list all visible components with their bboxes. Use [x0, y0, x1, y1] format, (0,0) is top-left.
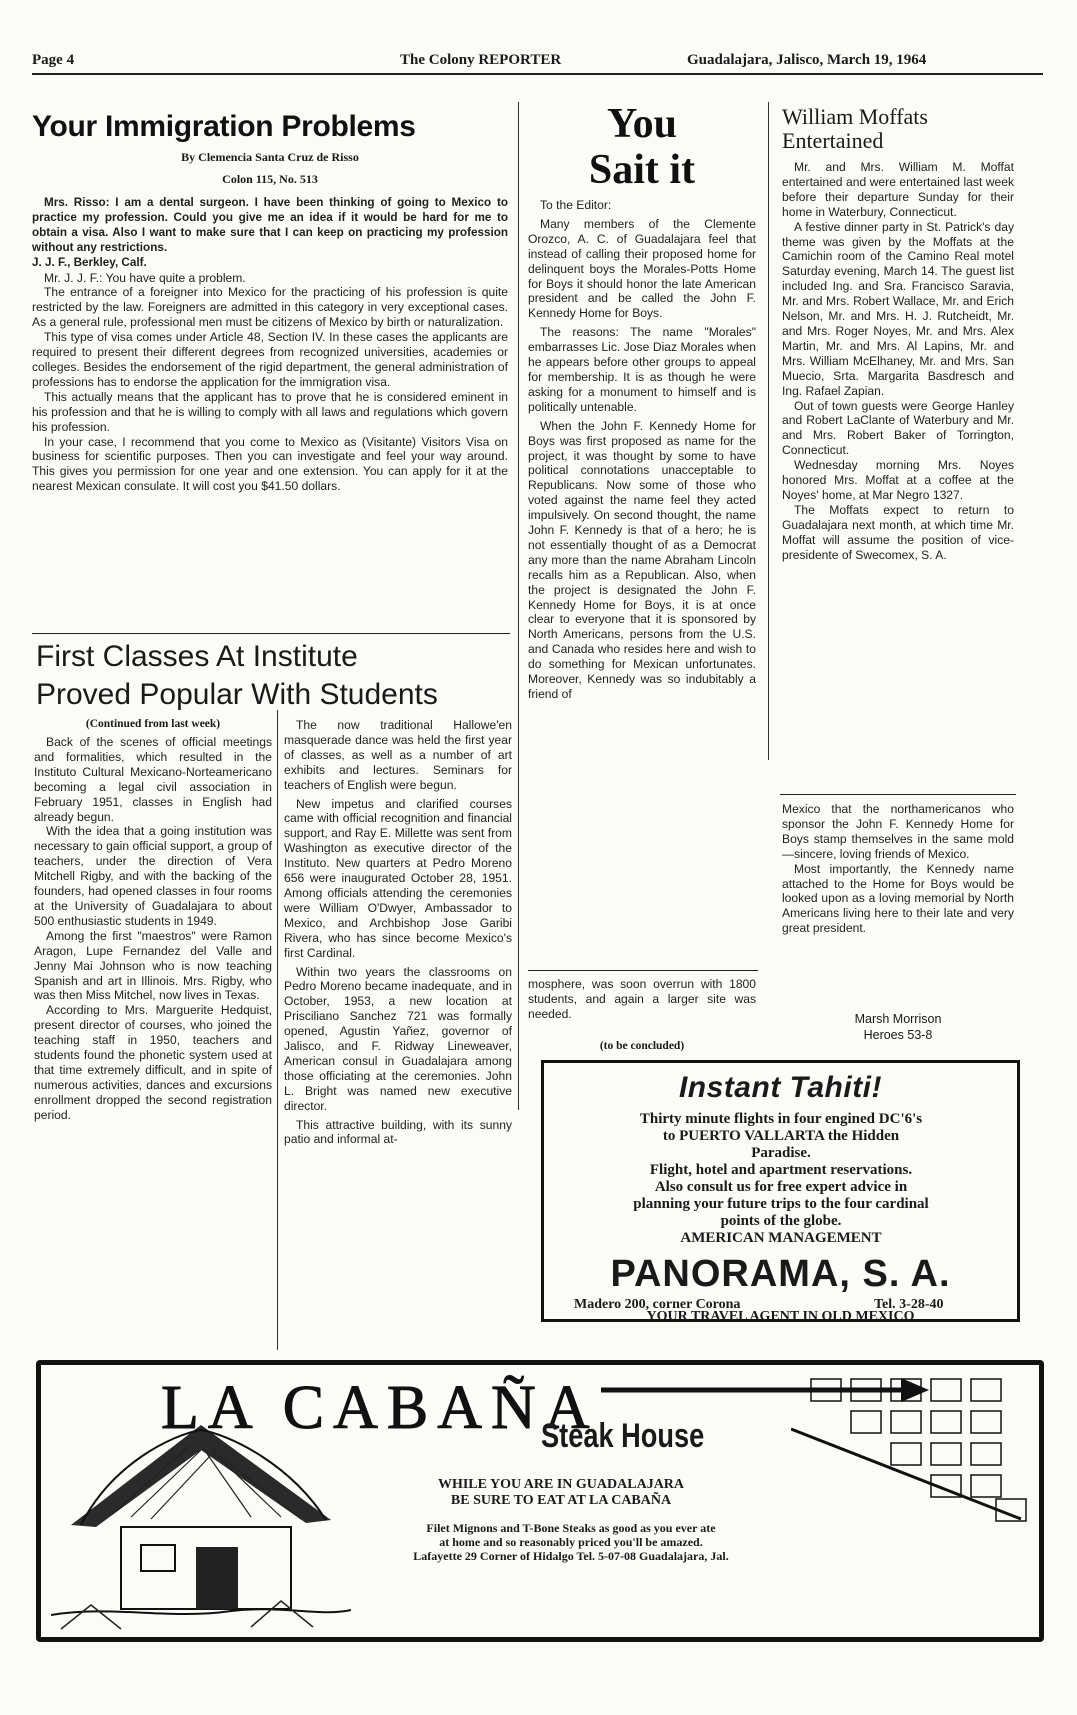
- ad-address: Madero 200, corner Corona: [574, 1297, 741, 1312]
- paragraph: Many members of the Clemente Orozco, A. C. of Guadalajara feel that instead of calling their proposed home for delinquent boys the Morales-Potts Home for Boys it should honor the late American president and be called the John F. Kennedy Home for Boys.: [528, 216, 756, 321]
- restaurant-name: LA CABAÑA: [161, 1374, 599, 1442]
- column-divider: [277, 710, 278, 1350]
- cabana-line-3: Filet Mignons and T-Bone Steaks as good as you ever ate: [426, 1521, 716, 1535]
- letter-body: [528, 198, 756, 702]
- paragraph: In your case, I recommend that you come to Mexico as (Visitante) Visitors Visa on business for scientific purposes. Then you can investigate and feel your way around. This gives you permission for one year and one extension. You can apply for it at the nearest Mexican consulate. It will cost you $41.50 dollars.: [32, 434, 508, 494]
- letter-signer-address: Heroes 53-8: [863, 1028, 933, 1042]
- paragraph: According to Mrs. Marguerite Hedquist, present director of courses, who joined the teaching staff in 1950, teachers and students found the phonetic system used at that time extremely difficult, and in spite of numerous activities, dances and excursions enrollment dropped the second registration period.: [34, 1003, 272, 1122]
- ad-line: points of the globe.: [720, 1213, 842, 1229]
- paragraph: Among the first "maestros" were Ramon Aragon, Lupe Fernandez del Valle and Jenny Mai Johnson who is now teaching Spanish and art in Illinois. Mrs. Rigby, who was then Miss Mitchel, now lives in Texas.: [34, 928, 272, 1003]
- column-divider: [768, 102, 769, 760]
- paragraph: This type of visa comes under Article 48, Section IV. In these cases the applicants are required to present their different degrees from recognized universities, academies or colleges. Besides the endorsement of the rigid department, the general administration of professions has to endorse the application for the immigration visa.: [32, 330, 508, 389]
- paragraph: The now traditional Hallowe'en masquerade dance was held the first year of classes, as well as a number of art exhibits and lectures. Seminars for teachers of English were begun.: [284, 718, 512, 792]
- institute-col-1: [34, 735, 272, 1123]
- moffats-headline-1: William Moffats: [782, 104, 928, 129]
- letter-salutation: To the Editor:: [540, 198, 612, 212]
- ad-line: Also consult us for free expert advice in: [654, 1179, 908, 1195]
- immigration-body: [32, 196, 508, 494]
- paragraph: Mexico that the northamericanos who sponsor the John F. Kennedy Home for Boys stamp themselves in the same mold—sincere, loving friends of Mexico.: [782, 802, 1014, 861]
- paragraph: Back of the scenes of official meetings and formalities, which resulted in the Instituto Cultural Mexicano-Norteamericano becoming a legal civil association in February 1951, classes in English had already begun.: [34, 735, 272, 824]
- ad-line: Flight, hotel and apartment reservations.: [649, 1162, 913, 1178]
- moffats-body: [782, 160, 1014, 562]
- ad-line: planning your future trips to the four cardinal: [633, 1196, 929, 1212]
- concluded-note: (to be concluded): [599, 1040, 685, 1052]
- immigration-address: Colon 115, No. 513: [222, 172, 318, 186]
- paragraph: The reasons: The name "Morales" embarrasses Lic. Jose Diaz Morales when he appears before other groups to appeal for membership. It is as though he were asking for a monument to himself and is politically untenable.: [528, 325, 756, 414]
- letter-signer: Marsh Morrison: [854, 1012, 942, 1026]
- paragraph: The Moffats expect to return to Guadalajara next month, at which time Mr. Moffat will assume the position of vice-presidente of Swecomex, S. A.: [782, 502, 1014, 562]
- cabana-line-5: Lafayette 29 Corner of Hidalgo Tel. 5-07-08 Guadalajara, Jal.: [413, 1549, 729, 1563]
- paragraph: Most importantly, the Kennedy name attached to the Home for Boys would be looked upon as a loving memorial by North Americans living here to their late and very great president.: [782, 861, 1014, 936]
- column-divider: [518, 102, 519, 1110]
- institute-col-3: [528, 977, 756, 1022]
- masthead-rule: [32, 73, 1043, 75]
- cabana-ad: [36, 1360, 1044, 1642]
- letter-headline-1: You: [606, 101, 678, 147]
- paragraph: This actually means that the applicant has to prove that he is considered eminent in his profession and that he is willing to comply with all laws and regulations which govern his profession.: [32, 389, 508, 434]
- paragraph: A festive dinner party in St. Patrick's day theme was given by the Moffats at the Camichin room of the Camino Real motel Saturday evening, March 14. The guest list included Ing. and Sra. Francisco Saravia, Mr. and Mrs. Robert Wallace, Mr. and Erich Nelson, Mr. and Mrs. H. J. Rutcheidt, Mr. and Mrs. Roger Noyes, Mr. and Mrs. Alex Martin, Mr. and Mrs. Al Lapins, Mr. and Mrs. William McElhaney, Mr. and Mrs. San Muecio, Srta. Margarita Basdresch and Ing. Rafael Zapian.: [782, 219, 1014, 398]
- ad-line: Thirty minute flights in four engined DC'6's: [639, 1111, 923, 1127]
- dateline: Guadalajara, Jalisco, March 19, 1964: [687, 52, 927, 68]
- paragraph: With the idea that a going institution was necessary to gain official support, a group of teachers, under the direction of Vera Mitchell Rigby, and with the backing of the founders, had opened classes in four rooms at the University of Guadalajara to about 500 enthusiastic students in 1949.: [34, 824, 272, 928]
- paragraph: When the John F. Kennedy Home for Boys was first proposed as name for the project, it was thought by some to have political connotations unacceptable to Republicans. Now some of those who voted against the name feel they acted impulsively. On second thought, the name John F. Kennedy is that of a hero; he is not essentially thought of as a Democrat any more than the name Abraham Lincoln recalls him as a Republican. Also, when the project is designated the John F. Kennedy Home for Boys, it is at once clear to everyone that it is sponsored by North Americans, persons from the U.S. and Canada who resides here and wish to do something for Mexican unfortunates. Moreover, Kennedy was so indubitably a friend of: [528, 418, 756, 701]
- page-number: Page 4: [32, 52, 75, 68]
- cabana-line-2: BE SURE TO EAT AT LA CABAÑA: [450, 1493, 672, 1508]
- paragraph: Within two years the classrooms on Pedro Moreno became inadequate, and in October, 1953, a new location at Prisciliano Sanchez 721 was formally opened, Agustin Yañez, governor of Jalisco, and F. Ridway Lineweaver, American consul in Guadalajara among those officiating at the ceremonies. John L. Bright was named new executive director.: [284, 964, 512, 1113]
- ad-line: to PUERTO VALLARTA the Hidden: [662, 1128, 900, 1144]
- column-rule: [528, 970, 758, 971]
- institute-col-2: [284, 718, 512, 1147]
- cabana-line-4: at home and so reasonably priced you'll be amazed.: [439, 1535, 703, 1549]
- paragraph: mosphere, was soon overrun with 1800 students, and again a larger site was needed.: [528, 977, 756, 1021]
- paragraph: The entrance of a foreigner into Mexico for the practicing of his profession is quite restricted by the law. Foreigners are admitted in this category in very exceptional cases. As a general rule, professional men must be citizens of Mexico by birth or naturalization.: [32, 285, 508, 330]
- section-rule: [32, 633, 510, 634]
- column-rule: [780, 794, 1016, 795]
- immigration-byline: By Clemencia Santa Cruz de Risso: [181, 150, 359, 164]
- restaurant-subtitle: Steak House: [541, 1417, 705, 1455]
- arrow-icon: [601, 1375, 931, 1405]
- paragraph: This attractive building, with its sunny patio and informal at-: [284, 1117, 512, 1147]
- ad-tagline: YOUR TRAVEL AGENT IN OLD MEXICO: [646, 1309, 915, 1324]
- institute-headline-1: First Classes At Institute: [36, 640, 358, 673]
- paragraph: Out of town guests were George Hanley and Robert LaClante of Waterbury and Mr. and Mrs. Robert Baker of Torrington, Connecticut.: [782, 398, 1014, 458]
- letter-continuation: [782, 802, 1014, 936]
- continued-note: (Continued from last week): [85, 718, 221, 730]
- paragraph: New impetus and clarified courses came with official recognition and financial support, and Ray E. Millette was sent from Washington as executive director of the Instituto. New quarters at Pedro Moreno 656 were inaugurated October 28, 1951. Among officials attending the ceremonies were William O'Dwyer, Ambassador to Mexico, and Archbishop Jose Garibi Rivera, who has since become Mexico's first Cardinal.: [284, 796, 512, 960]
- moffats-headline-2: Entertained: [782, 128, 884, 153]
- letter-headline-2: Sait it: [588, 147, 696, 193]
- ad-management: AMERICAN MANAGEMENT: [680, 1230, 882, 1246]
- panorama-ad: [541, 1060, 1020, 1322]
- institute-headline-2: Proved Popular With Students: [36, 678, 438, 711]
- ad-headline: Instant Tahiti!: [678, 1071, 883, 1104]
- ad-phone: Tel. 3-28-40: [874, 1297, 944, 1312]
- paper-name: The Colony REPORTER: [400, 52, 562, 68]
- paragraph: Wednesday morning Mrs. Noyes honored Mrs. Moffat at a coffee at the Noyes' home, at Mar Negro 1327.: [782, 458, 1014, 502]
- paragraph: Mr. J. J. F.: You have quite a problem.: [44, 270, 246, 285]
- ad-company: PANORAMA, S. A.: [610, 1253, 951, 1295]
- immigration-headline: Your Immigration Problems: [32, 110, 416, 143]
- paragraph: Mr. and Mrs. William M. Moffat entertained and were entertained last week before their departure Sunday for their home in Waterbury, Connecticut.: [782, 160, 1014, 219]
- ad-line: Paradise.: [751, 1145, 811, 1161]
- ad-copy: [564, 1111, 998, 1247]
- reader-question: Mrs. Risso: I am a dental surgeon. I have been thinking of going to Mexico to practice my profession. Could you give me an idea if it would be hard for me to obtain a visa. Also I want to make sure that I can keep on practicing my profession without any restrictions.: [32, 196, 508, 254]
- cabana-line-1: WHILE YOU ARE IN GUADALAJARA: [437, 1477, 685, 1492]
- question-signature: J. J. F., Berkley, Calf.: [32, 255, 147, 269]
